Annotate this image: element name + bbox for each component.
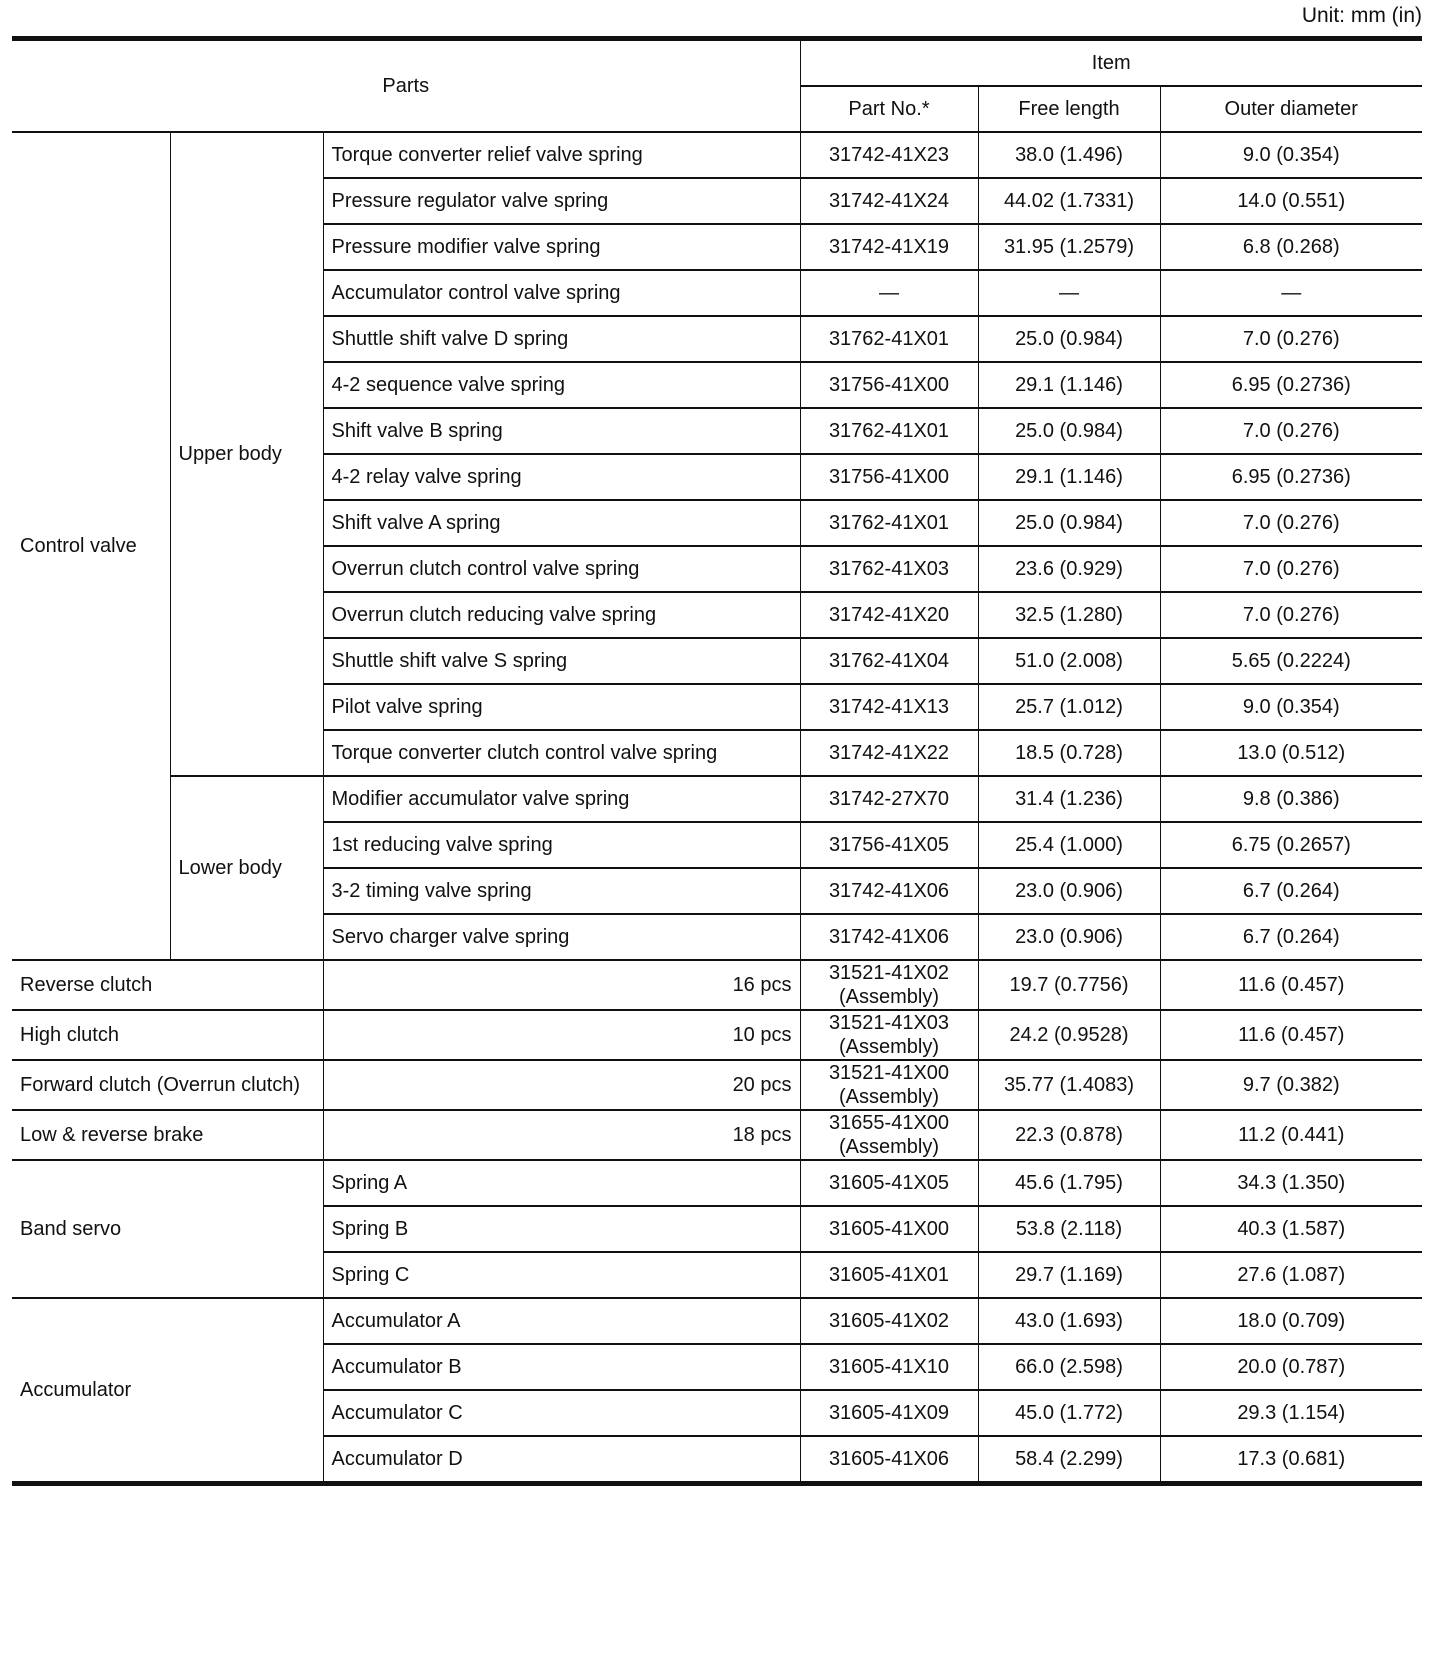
part-number: 31762-41X03: [800, 546, 978, 592]
part-number: 31605-41X01: [800, 1252, 978, 1298]
table-row: [12, 1298, 1422, 1344]
part-number: [800, 1110, 978, 1160]
outer-diameter: 6.95 (0.2736): [1160, 454, 1422, 500]
table-row: [12, 960, 1422, 1010]
header-item: Item: [800, 39, 1422, 87]
group-band-servo: Band servo: [12, 1160, 323, 1298]
part-name: Accumulator B: [323, 1344, 800, 1390]
part-number: 31742-41X24: [800, 178, 978, 224]
quantity: 20 pcs: [323, 1060, 800, 1110]
part-name: Shuttle shift valve D spring: [323, 316, 800, 362]
part-name: Accumulator D: [323, 1436, 800, 1484]
free-length: 25.0 (0.984): [978, 316, 1160, 362]
part-number: [800, 1010, 978, 1060]
part-number: 31762-41X01: [800, 408, 978, 454]
assembly-note: (Assembly): [838, 1036, 939, 1058]
header-outer-diameter: Outer diameter: [1160, 86, 1422, 132]
outer-diameter: 7.0 (0.276): [1160, 592, 1422, 638]
outer-diameter: 29.3 (1.154): [1160, 1390, 1422, 1436]
assembly-note: (Assembly): [838, 1086, 939, 1108]
free-length: 32.5 (1.280): [978, 592, 1160, 638]
outer-diameter: 9.8 (0.386): [1160, 776, 1422, 822]
quantity: 10 pcs: [323, 1010, 800, 1060]
free-length: 29.1 (1.146): [978, 454, 1160, 500]
free-length: 18.5 (0.728): [978, 730, 1160, 776]
free-length: 31.4 (1.236): [978, 776, 1160, 822]
free-length: —: [978, 270, 1160, 316]
part-number: 31762-41X01: [800, 316, 978, 362]
part-name: Overrun clutch reducing valve spring: [323, 592, 800, 638]
quantity: 16 pcs: [323, 960, 800, 1010]
outer-diameter: 34.3 (1.350): [1160, 1160, 1422, 1206]
outer-diameter: 6.8 (0.268): [1160, 224, 1422, 270]
outer-diameter: 6.7 (0.264): [1160, 868, 1422, 914]
outer-diameter: 14.0 (0.551): [1160, 178, 1422, 224]
assembly-note: (Assembly): [838, 986, 939, 1008]
part-number: 31742-41X20: [800, 592, 978, 638]
part-number: —: [800, 270, 978, 316]
part-name: Reverse clutch: [12, 960, 323, 1010]
free-length: 58.4 (2.299): [978, 1436, 1160, 1484]
unit-note: Unit: mm (in): [1301, 4, 1422, 27]
part-name: Torque converter relief valve spring: [323, 132, 800, 178]
free-length: 66.0 (2.598): [978, 1344, 1160, 1390]
outer-diameter: 6.75 (0.2657): [1160, 822, 1422, 868]
part-number: 31742-41X23: [800, 132, 978, 178]
part-number: 31605-41X00: [800, 1206, 978, 1252]
free-length: 51.0 (2.008): [978, 638, 1160, 684]
part-number: 31756-41X05: [800, 822, 978, 868]
outer-diameter: 7.0 (0.276): [1160, 500, 1422, 546]
outer-diameter: 7.0 (0.276): [1160, 316, 1422, 362]
part-number: 31756-41X00: [800, 454, 978, 500]
part-name: Low & reverse brake: [12, 1110, 323, 1160]
part-number-code: 31521-41X02: [828, 962, 950, 984]
table-row: [12, 1060, 1422, 1110]
group-accumulator: Accumulator: [12, 1298, 323, 1484]
outer-diameter: 20.0 (0.787): [1160, 1344, 1422, 1390]
free-length: 31.95 (1.2579): [978, 224, 1160, 270]
part-name: High clutch: [12, 1010, 323, 1060]
part-number: 31605-41X10: [800, 1344, 978, 1390]
part-name: Accumulator control valve spring: [323, 270, 800, 316]
outer-diameter: 40.3 (1.587): [1160, 1206, 1422, 1252]
table-row: [12, 1010, 1422, 1060]
outer-diameter: 17.3 (0.681): [1160, 1436, 1422, 1484]
part-name: Spring C: [323, 1252, 800, 1298]
part-name: Servo charger valve spring: [323, 914, 800, 960]
table-row: [12, 1110, 1422, 1160]
outer-diameter: —: [1160, 270, 1422, 316]
part-number: 31742-41X06: [800, 868, 978, 914]
subgroup-upper-body: Upper body: [170, 132, 323, 776]
part-number: 31742-41X13: [800, 684, 978, 730]
free-length: 45.6 (1.795): [978, 1160, 1160, 1206]
part-number: 31605-41X06: [800, 1436, 978, 1484]
spring-spec-table: [12, 36, 1422, 1486]
part-name: Shuttle shift valve S spring: [323, 638, 800, 684]
free-length: 24.2 (0.9528): [978, 1010, 1160, 1060]
outer-diameter: 11.2 (0.441): [1160, 1110, 1422, 1160]
part-number: 31742-41X19: [800, 224, 978, 270]
group-control-valve: Control valve: [12, 132, 170, 960]
header-parts: Parts: [12, 39, 800, 133]
free-length: 25.4 (1.000): [978, 822, 1160, 868]
outer-diameter: 27.6 (1.087): [1160, 1252, 1422, 1298]
part-name: 3-2 timing valve spring: [323, 868, 800, 914]
free-length: 35.77 (1.4083): [978, 1060, 1160, 1110]
outer-diameter: 7.0 (0.276): [1160, 408, 1422, 454]
part-name: Pressure modifier valve spring: [323, 224, 800, 270]
part-number: [800, 960, 978, 1010]
part-number: 31742-27X70: [800, 776, 978, 822]
part-number: [800, 1060, 978, 1110]
outer-diameter: 6.95 (0.2736): [1160, 362, 1422, 408]
part-name: Spring B: [323, 1206, 800, 1252]
outer-diameter: 5.65 (0.2224): [1160, 638, 1422, 684]
part-name: Pilot valve spring: [323, 684, 800, 730]
free-length: 53.8 (2.118): [978, 1206, 1160, 1252]
subgroup-lower-body: Lower body: [170, 776, 323, 960]
part-name: Modifier accumulator valve spring: [323, 776, 800, 822]
free-length: 43.0 (1.693): [978, 1298, 1160, 1344]
outer-diameter: 7.0 (0.276): [1160, 546, 1422, 592]
free-length: 23.6 (0.929): [978, 546, 1160, 592]
header-part-no: Part No.*: [800, 86, 978, 132]
quantity: 18 pcs: [323, 1110, 800, 1160]
outer-diameter: 18.0 (0.709): [1160, 1298, 1422, 1344]
table-body: [12, 39, 1422, 1484]
free-length: 23.0 (0.906): [978, 914, 1160, 960]
part-number-code: 31655-41X00: [828, 1112, 950, 1134]
free-length: 23.0 (0.906): [978, 868, 1160, 914]
outer-diameter: 9.7 (0.382): [1160, 1060, 1422, 1110]
part-number: 31605-41X09: [800, 1390, 978, 1436]
free-length: 45.0 (1.772): [978, 1390, 1160, 1436]
header-row: [12, 39, 1422, 87]
header-free-length: Free length: [978, 86, 1160, 132]
part-name: 4-2 relay valve spring: [323, 454, 800, 500]
part-name: 4-2 sequence valve spring: [323, 362, 800, 408]
outer-diameter: 9.0 (0.354): [1160, 132, 1422, 178]
part-number: 31605-41X02: [800, 1298, 978, 1344]
part-number-code: 31521-41X00: [828, 1062, 950, 1084]
outer-diameter: 11.6 (0.457): [1160, 1010, 1422, 1060]
part-name: Pressure regulator valve spring: [323, 178, 800, 224]
part-name: Shift valve A spring: [323, 500, 800, 546]
part-name: Spring A: [323, 1160, 800, 1206]
outer-diameter: 6.7 (0.264): [1160, 914, 1422, 960]
outer-diameter: 11.6 (0.457): [1160, 960, 1422, 1010]
free-length: 44.02 (1.7331): [978, 178, 1160, 224]
table-row: [12, 132, 1422, 178]
free-length: 29.1 (1.146): [978, 362, 1160, 408]
free-length: 22.3 (0.878): [978, 1110, 1160, 1160]
outer-diameter: 9.0 (0.354): [1160, 684, 1422, 730]
part-name: Overrun clutch control valve spring: [323, 546, 800, 592]
part-name: Forward clutch (Overrun clutch): [12, 1060, 323, 1110]
free-length: 25.7 (1.012): [978, 684, 1160, 730]
free-length: 25.0 (0.984): [978, 408, 1160, 454]
outer-diameter: 13.0 (0.512): [1160, 730, 1422, 776]
part-name: 1st reducing valve spring: [323, 822, 800, 868]
part-number: 31762-41X01: [800, 500, 978, 546]
free-length: 19.7 (0.7756): [978, 960, 1160, 1010]
free-length: 29.7 (1.169): [978, 1252, 1160, 1298]
free-length: 38.0 (1.496): [978, 132, 1160, 178]
table-row: [12, 776, 1422, 822]
part-name: Accumulator A: [323, 1298, 800, 1344]
part-number-code: 31521-41X03: [828, 1012, 950, 1034]
part-number: 31756-41X00: [800, 362, 978, 408]
part-name: Torque converter clutch control valve spring: [323, 730, 800, 776]
table-row: [12, 1160, 1422, 1206]
part-number: 31762-41X04: [800, 638, 978, 684]
part-name: Shift valve B spring: [323, 408, 800, 454]
part-number: 31742-41X22: [800, 730, 978, 776]
free-length: 25.0 (0.984): [978, 500, 1160, 546]
part-number: 31605-41X05: [800, 1160, 978, 1206]
part-name: Accumulator C: [323, 1390, 800, 1436]
part-number: 31742-41X06: [800, 914, 978, 960]
assembly-note: (Assembly): [838, 1136, 939, 1158]
